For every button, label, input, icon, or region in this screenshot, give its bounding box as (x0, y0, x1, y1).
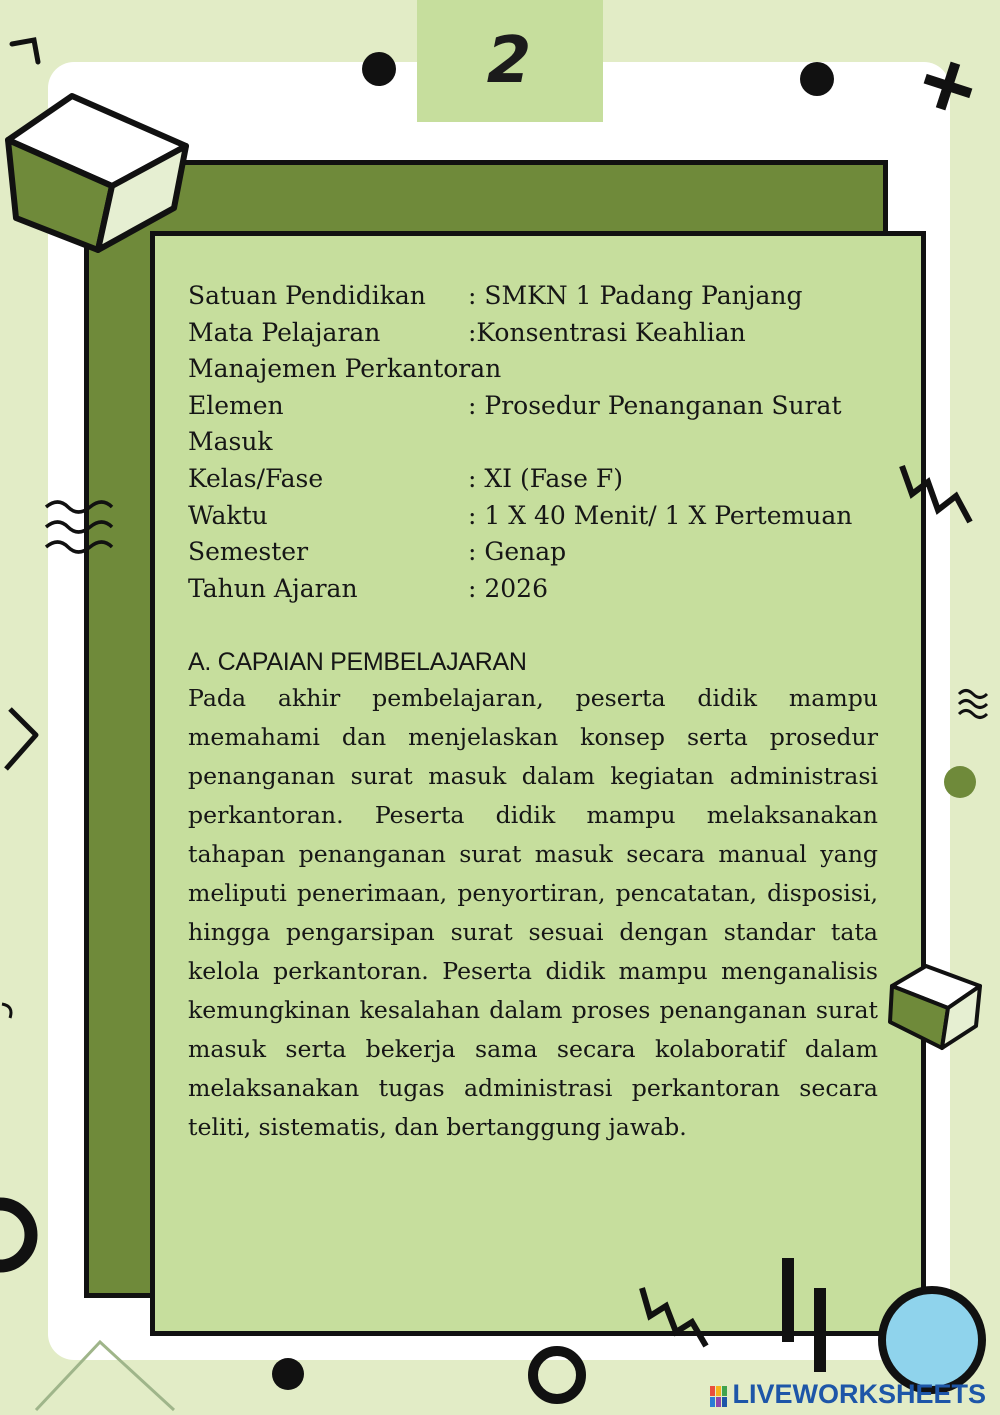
ring-decoration (528, 1346, 586, 1404)
section-heading: A. CAPAIAN PEMBELAJARAN (188, 648, 527, 677)
outline-triangle-icon (30, 1336, 180, 1414)
zigzag-bottom-icon (636, 1282, 722, 1352)
half-ring-icon (0, 1196, 40, 1276)
bars-icon (778, 1256, 834, 1374)
corner-tick-icon (8, 36, 44, 68)
section-body: Pada akhir pembelajaran, peserta didik mampu memahami dan menjelaskan konsep serta prosedur penanganan surat masuk dalam kegiatan administrasi perkantoran. Peserta didik mampu melaksanakan tahapan penanganan surat masuk secara manual yang meliputi penerimaan, penyortiran, pencatatan, disposisi, hingga pengarsipan surat sesuai dengan standar tata kelola perkantoran. Peserta didik mampu menganalisis kemungkinan kesalahan dalam proses penanganan surat masuk serta bekerja sama secara kolaboratif dalam melaksanakan tugas administrasi perkantoran secara teliti, sistematis, dan bertanggung jawab. (188, 684, 878, 1142)
identity-label: Tahun Ajaran (188, 573, 358, 603)
identity-value: :Konsentrasi Keahlian (468, 317, 746, 347)
small-hook-icon (0, 1000, 18, 1022)
identity-value: : SMKN 1 Padang Panjang (468, 281, 803, 310)
blue-circle-decoration (878, 1286, 986, 1394)
identity-value: : Genap (468, 537, 567, 567)
cube-right-icon (886, 962, 986, 1054)
dot-decoration (272, 1358, 304, 1390)
identity-label: Kelas/Fase (188, 463, 324, 493)
watermark (710, 1379, 986, 1410)
wave-right-icon (956, 684, 990, 724)
identity-label: Elemen (188, 390, 284, 420)
identity-value: : 2026 (468, 573, 548, 603)
identity-value: : XI (Fase F) (468, 463, 623, 493)
identity-value: : Prosedur Penanganan Surat (468, 390, 842, 420)
dot-decoration (362, 52, 396, 86)
identity-label: Mata Pelajaran (188, 317, 381, 347)
identity-item (188, 278, 878, 315)
dot-decoration (800, 62, 834, 96)
identity-item (188, 534, 878, 571)
identity-item (188, 315, 878, 388)
identity-item (188, 461, 878, 498)
liveworksheets-logo-icon (710, 1384, 728, 1406)
squiggle-left-icon (42, 495, 126, 575)
identity-value: : 1 X 40 Menit/ 1 X Pertemuan (468, 500, 853, 530)
green-dot-decoration (944, 766, 976, 798)
page-number-tab (417, 0, 603, 122)
identity-item (188, 498, 878, 535)
zigzag-right-icon (896, 460, 980, 530)
identity-value-continued: Masuk (188, 427, 273, 457)
identity-item (188, 571, 878, 608)
document-content (188, 278, 878, 1147)
identity-label: Waktu (188, 500, 268, 530)
identity-label: Semester (188, 537, 309, 567)
watermark-text: LIVEWORKSHEETS (732, 1379, 986, 1409)
plus-icon (920, 58, 976, 114)
page-number: 2 (486, 24, 534, 98)
angle-left-icon (0, 705, 42, 775)
identity-list (188, 278, 878, 607)
identity-value-continued: Manajemen Perkantoran (188, 354, 502, 384)
identity-label: Satuan Pendidikan (188, 281, 426, 310)
identity-item (188, 388, 878, 461)
